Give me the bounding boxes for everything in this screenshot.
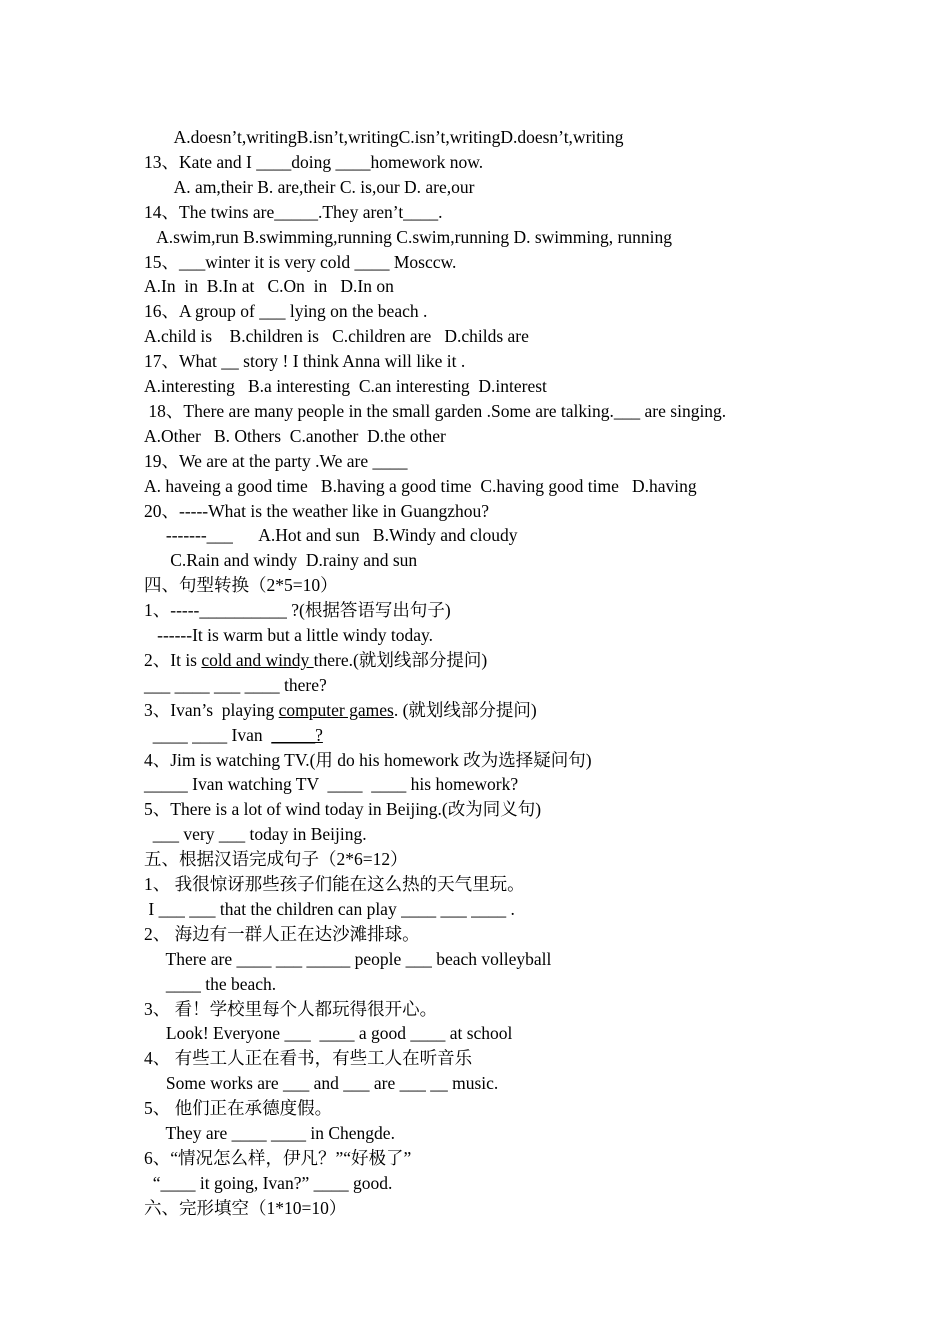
text-line: 5、 他们正在承德度假。 xyxy=(144,1098,333,1119)
text-line: 1、-----__________ ?(根据答语写出句子) xyxy=(144,600,451,621)
text-line: A.In in B.In at C.On in D.In on xyxy=(144,276,394,297)
underlined-phrase: cold and windy xyxy=(201,649,314,670)
text-line: 19、We are at the party .We are ____ xyxy=(144,450,408,471)
text-line: 20、-----What is the weather like in Guangzhou? xyxy=(144,500,490,521)
underlined-phrase: _____? xyxy=(271,724,323,745)
text-line: 17、What __ story ! I think Anna will like it . xyxy=(144,351,466,372)
text-line: 5、There is a lot of wind today in Beijing.(改为同义句) xyxy=(144,799,542,820)
text-line: A. am,their B. are,their C. is,our D. are,our xyxy=(144,176,475,197)
text-line: 六、完形填空（1*10=10） xyxy=(144,1197,347,1218)
text-line: ___ very ___ today in Beijing. xyxy=(144,824,367,845)
text-line: Look! Everyone ___ ____ a good ____ at school xyxy=(144,1023,513,1044)
text-line: 14、The twins are_____.They aren’t____. xyxy=(144,201,443,222)
text-line: There are ____ ___ _____ people ___ beach volleyball xyxy=(144,948,552,969)
text-line: ____ ____ Ivan _____? xyxy=(144,724,323,745)
text-line: 3、 看！学校里每个人都玩得很开心。 xyxy=(144,998,438,1019)
text-line: A. haveing a good time B.having a good time C.having good time D.having xyxy=(144,475,697,496)
text-line: 四、句型转换（2*5=10） xyxy=(144,575,338,596)
text-line: 3、Ivan’s playing computer games. (就划线部分提问) xyxy=(144,699,537,720)
underlined-phrase: computer games xyxy=(278,699,394,720)
text-line: A.child is B.children is C.children are D.childs are xyxy=(144,326,529,347)
text-line: 6、“情况怎么样，伊凡？”“好极了” xyxy=(144,1147,412,1168)
text-line: ------It is warm but a little windy today. xyxy=(144,625,433,645)
text-line: ____ the beach. xyxy=(144,973,277,994)
text-line: -------___ A.Hot and sun B.Windy and cloudy xyxy=(144,525,518,546)
text-line: 2、It is cold and windy there.(就划线部分提问) xyxy=(144,649,488,670)
text-line: Some works are ___ and ___ are ___ __ music. xyxy=(144,1073,499,1094)
text-line: I ___ ___ that the children can play ____ ___ ____ . xyxy=(144,898,515,919)
text-line: 2、 海边有一群人正在达沙滩排球。 xyxy=(144,923,420,944)
text-line: 4、 有些工人正在看书，有些工人在听音乐 xyxy=(144,1048,473,1069)
text-line: 15、___winter it is very cold ____ Mosccw. xyxy=(144,251,457,272)
text-line: They are ____ ____ in Chengde. xyxy=(144,1123,395,1143)
text-line: ___ ____ ___ ____ there? xyxy=(144,674,327,695)
text-line: 13、Kate and I ____doing ____homework now. xyxy=(144,151,484,172)
text-line: A.doesn’t,writingB.isn’t,writingC.isn’t,writingD.doesn’t,writing xyxy=(144,127,624,147)
text-line: A.interesting B.a interesting C.an interesting D.interest xyxy=(144,376,547,396)
text-line: _____ Ivan watching TV ____ ____ his homework? xyxy=(144,774,519,795)
text-line: 18、There are many people in the small garden .Some are talking.___ are singing. xyxy=(144,400,727,421)
text-line: A.Other B. Others C.another D.the other xyxy=(144,425,446,446)
text-line: A.swim,run B.swimming,running C.swim,running D. swimming, running xyxy=(144,226,672,247)
text-line: 1、 我很惊讶那些孩子们能在这么热的天气里玩。 xyxy=(144,874,525,894)
text-line: 4、Jim is watching TV.(用 do his homework 改为选择疑问句) xyxy=(144,749,592,770)
text-line: “____ it going, Ivan?” ____ good. xyxy=(144,1172,393,1193)
text-line: 五、根据汉语完成句子（2*6=12） xyxy=(144,849,408,870)
text-line: C.Rain and windy D.rainy and sun xyxy=(144,550,418,571)
text-line: 16、A group of ___ lying on the beach . xyxy=(144,301,428,322)
